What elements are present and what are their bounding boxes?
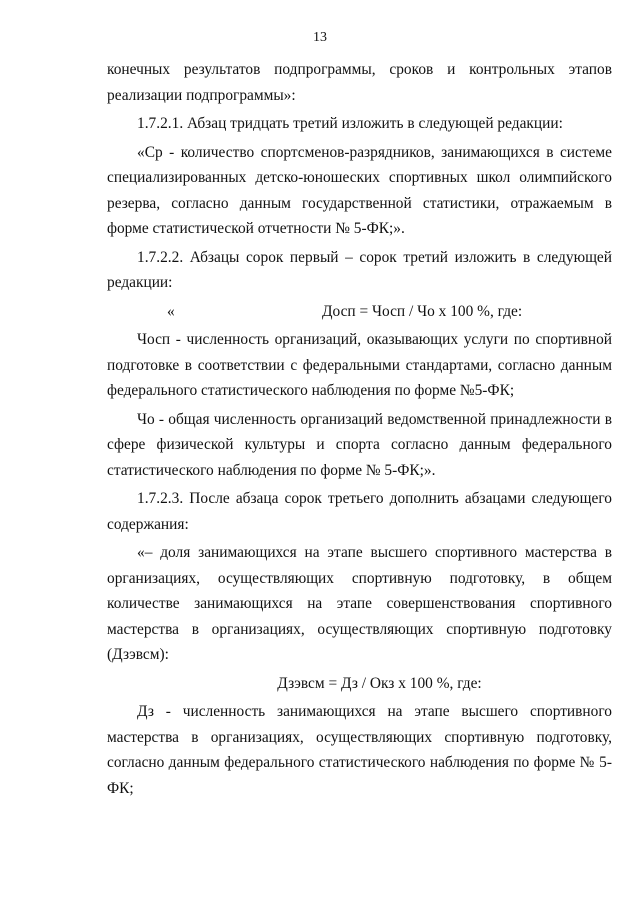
paragraph-cho-definition: Чо - общая численность организаций ведомственной принадлежности в сфере физической культуры и спорта согласно данным федерального статистического наблюдения по форме № 5-ФК;». [107, 410, 612, 479]
formula-dzevsm: Дзэвсм = Дз / Окз х 100 %, где: [277, 674, 482, 692]
paragraph-dzevsm-intro: «– доля занимающихся на этапе высшего спортивного мастерства в организациях, осуществляющих спортивную подготовку, в общем количестве занимающихся на этапе совершенствования спортивного мастерства в организациях, осуществляющих спортивную подготовку (Дзэвсм): [107, 544, 612, 663]
document-body [107, 57, 612, 804]
paragraph-continuation: конечных результатов подпрограммы, сроков и контрольных этапов реализации подпрограммы»: [107, 61, 612, 104]
formula-dosp: « Досп = Чосп / Чо х 100 %, где: [107, 299, 612, 325]
paragraph-dz-definition: Дз - численность занимающихся на этапе высшего спортивного мастерства в организациях, осуществляющих спортивную подготовку, согласно данным федерального статистического наблюдения по форме № 5-ФК; [107, 703, 612, 797]
paragraph-cp-definition: «Ср - количество спортсменов-разрядников, занимающихся в системе специализированных детско-юношеских спортивных школ олимпийского резерва, согласно данным государственной статистики, отражаемым в форме статистической отчетности № 5-ФК;». [107, 143, 612, 237]
paragraph-1-7-2-2: 1.7.2.2. Абзацы сорок первый – сорок третий изложить в следующей редакции: [107, 248, 612, 291]
paragraph-1-7-2-1: 1.7.2.1. Абзац тридцать третий изложить в следующей редакции: [137, 115, 563, 132]
page-number: 13 [313, 30, 327, 45]
paragraph-chosp-definition: Чосп - численность организаций, оказывающих услуги по спортивной подготовке в соответствии с федеральными стандартами, согласно данным федерального статистического наблюдения по форме №5-ФК; [107, 331, 612, 399]
formula-dosp-expression: Досп = Чосп / Чо х 100 %, где: [322, 302, 523, 320]
paragraph-1-7-2-3: 1.7.2.3. После абзаца сорок третьего дополнить абзацами следующего содержания: [107, 490, 612, 533]
